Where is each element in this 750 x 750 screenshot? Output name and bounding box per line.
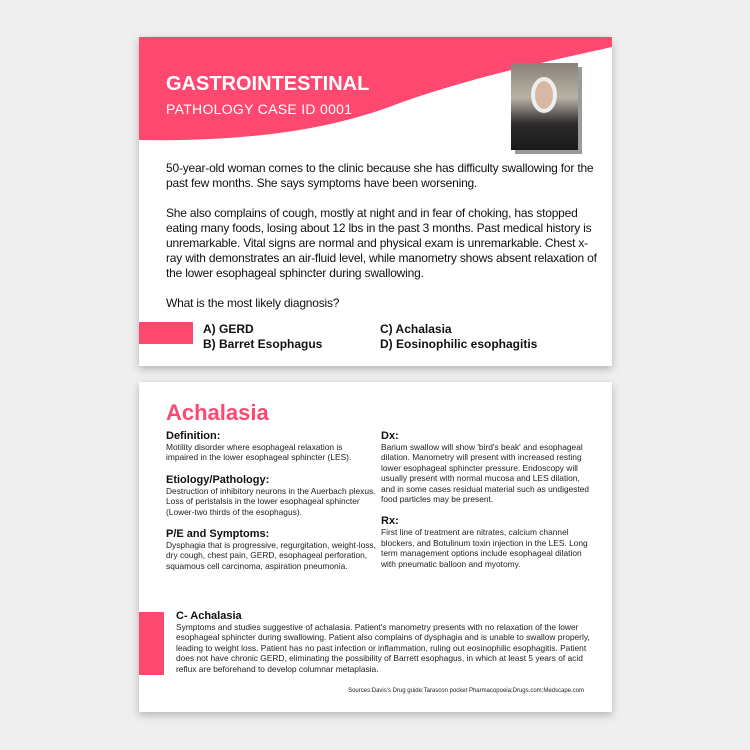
- section-text: Motility disorder where esophageal relaxation is impaired in the lower esophageal sphincter (LES).: [166, 442, 352, 463]
- accent-bar: [139, 322, 193, 344]
- case-title: GASTROINTESTINAL: [166, 73, 370, 95]
- case-paragraph: 50-year-old woman comes to the clinic because she has difficulty swallowing for the past few months. She says symptoms have been worsening.: [166, 161, 594, 190]
- section-text: First line of treatment are nitrates, calcium channel blockers, and Botulinum toxin injection in the LES. Long term management options include esophageal dilation with pneumatic balloon and myotomy.: [381, 527, 588, 569]
- answer-title: Achalasia: [166, 400, 269, 425]
- conclusion-heading: C- Achalasia: [176, 610, 242, 622]
- section-text: Barium swallow will show 'bird's beak' and esophageal dilation. Manometry will present with increased resting lower esophageal sphincter pressure. Endoscopy will usually present with normal mucosa and LES dilation, and in some cases residual material such as undigested food particles may be present.: [381, 442, 590, 505]
- answer-d[interactable]: D) Eosinophilic esophagitis: [380, 337, 538, 351]
- case-text: [166, 161, 598, 366]
- left-column: [166, 430, 376, 582]
- conclusion: [176, 610, 596, 674]
- patient-photo: [511, 63, 578, 150]
- question: What is the most likely diagnosis?: [166, 296, 340, 310]
- section-heading: Rx:: [381, 515, 399, 528]
- right-column: [381, 430, 591, 580]
- answer-a[interactable]: A) GERD: [203, 322, 254, 336]
- case-card: [139, 37, 612, 366]
- answer-b[interactable]: B) Barret Esophagus: [203, 337, 323, 351]
- section-heading: P/E and Symptoms:: [166, 528, 270, 541]
- section-heading: Definition:: [166, 430, 221, 442]
- case-paragraph: She also complains of cough, mostly at night and in fear of choking, has stopped eating many foods, losing about 12 lbs in the past 3 months. Past medical history is unremarkable. Vital signs are normal and physical exam is unremarkable. Chest x-ray with demonstrates an air-fluid level, while manometry shows absent relaxation of the lower esophageal sphincter during swallowing.: [166, 206, 597, 280]
- section-text: Destruction of inhibitory neurons in the Auerbach plexus. Loss of peristalsis in the lower esophageal sphincter (Lower-two thirds of the esophagus).: [166, 485, 376, 517]
- answer-c[interactable]: C) Achalasia: [380, 322, 452, 336]
- answer-card: [139, 382, 612, 712]
- answer-options: [166, 322, 598, 352]
- conclusion-text: Symptoms and studies suggestive of achalasia. Patient's manometry presents with no relaxation of the lower esophageal sphincter during swallowing. Patient also complains of dysphagia and is unable to swallow properly, leading to weight loss. Patient has no past infection or inflammation, ruling out eosinophilic esophagitis. Patient does not have chronic GERD, eliminating the possibility of Barrett esophagus, in which at least 5 years of acid reflux are beforehand to develop columnar metaplasia.: [176, 622, 590, 674]
- section-text: Dysphagia that is progressive, regurgitation, weight-loss, dry cough, chest pain, GERD, esophageal perforation, squamous cell carcinoma, aspiration pneumonia.: [166, 540, 376, 571]
- section-heading: Dx:: [381, 430, 399, 442]
- accent-bar: [139, 612, 164, 675]
- case-subtitle: PATHOLOGY CASE ID 0001: [166, 101, 353, 117]
- section-heading: Etiology/Pathology:: [166, 473, 270, 486]
- sources: Sources:Davis's Drug guide;Tarascon pocket Pharmacopoeia;Drugs.com;Medscape.com: [348, 688, 584, 694]
